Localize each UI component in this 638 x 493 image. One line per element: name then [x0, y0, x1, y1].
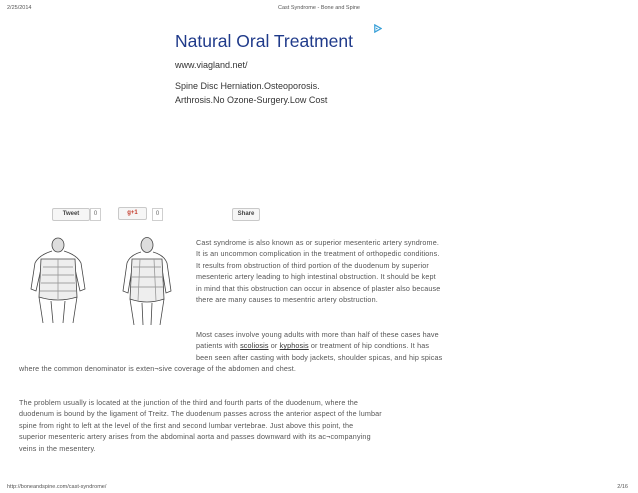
text-line — [196, 340, 442, 351]
print-date: 2/25/2014 — [7, 5, 32, 11]
ad-description — [175, 79, 327, 107]
article-paragraph-1 — [196, 237, 440, 305]
article-paragraph-2 — [19, 329, 443, 375]
scoliosis-link[interactable]: scoliosis — [240, 341, 269, 351]
text-line: Most cases involve young adults with more than half of these cases have — [196, 330, 439, 339]
kyphosis-link[interactable]: kyphosis — [279, 341, 309, 351]
text-line: It is an uncommon complication in the treatment of orthopedic conditions. — [196, 249, 440, 259]
text-fragment: or treatment of hip condtions. It has — [308, 341, 430, 351]
text-line: superior mesenteric artery arises from the abdominal aorta and passes downward with its ac¬companying — [19, 432, 371, 442]
text-line: spine from right to left at the level of the first and second lumbar vertebrae. Just above this point, the — [19, 420, 354, 430]
ad-url[interactable]: www.viagland.net/ — [175, 60, 248, 70]
text-line: duodenum is bound by the ligament of Treitz. The duodenum passes across the anterior aspect of the lumbar — [19, 409, 382, 419]
text-fragment: patients with — [196, 341, 241, 351]
tweet-button[interactable]: Tweet — [52, 208, 90, 221]
text-fragment: or — [268, 341, 280, 351]
print-page-title: Cast Syndrome - Bone and Spine — [278, 5, 360, 11]
ad-desc-line: Arthrosis.No Ozone-Surgery.Low Cost — [175, 95, 328, 105]
text-line: mesenteric artery leading to high intestinal obstruction. It should be kept — [196, 272, 436, 282]
google-plus-button[interactable]: g+1 — [118, 207, 147, 220]
text-line: The problem usually is located at the junction of the third and fourth parts of the duodenum, where the — [19, 398, 359, 407]
text-line: in mind that this obstruction can occur in absence of plaster also because — [196, 283, 441, 293]
article-paragraph-3 — [19, 397, 382, 454]
front-view-body-cast-illustration — [120, 237, 175, 327]
print-source-url: http://boneandspine.com/cast-syndrome/ — [7, 484, 107, 490]
tweet-count: 0 — [90, 208, 101, 221]
back-view-body-cast-illustration — [27, 237, 89, 325]
text-line: veins in the mesentery. — [19, 443, 96, 453]
google-plus-count: 0 — [152, 208, 163, 221]
text-line: been seen after casting with body jackets, shoulder spicas, and hip spicas — [196, 352, 443, 362]
ad-desc-line: Spine Disc Herniation.Osteoporosis. — [175, 81, 320, 91]
share-button[interactable]: Share — [232, 208, 260, 221]
text-line: It results from obstruction of third portion of the duodenum by superior — [196, 260, 429, 270]
text-line: there are many causes to mesentric artery obstruction. — [196, 295, 378, 305]
text-line: Cast syndrome is also known as or superior mesenteric artery syndrome. — [196, 238, 439, 247]
text-line: where the common denominator is exten¬sive coverage of the abdomen and chest. — [19, 364, 297, 374]
print-page-number: 2/16 — [617, 484, 628, 490]
ad-title-link[interactable]: Natural Oral Treatment — [175, 31, 353, 51]
adchoices-icon[interactable] — [373, 24, 382, 33]
